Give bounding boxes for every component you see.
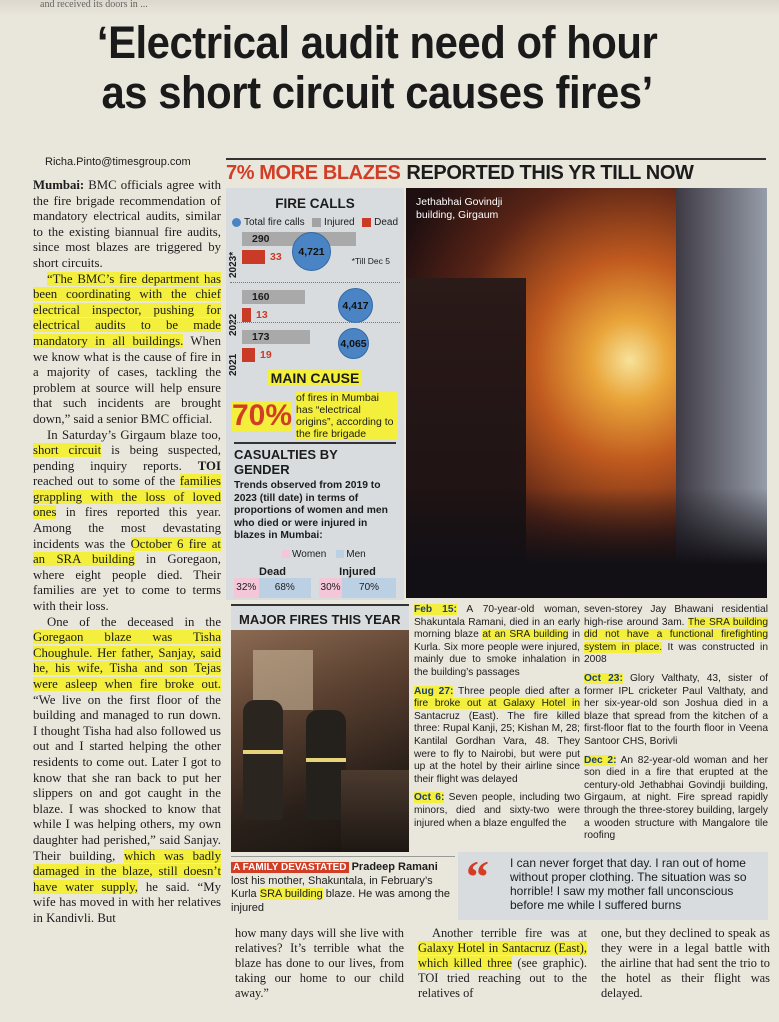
fire-calls-title: FIRE CALLS [275, 196, 355, 211]
casualties-box [226, 442, 404, 598]
firefighter-figure [306, 710, 346, 820]
legend-dead [362, 217, 398, 228]
fire-entry-oct6 [414, 792, 580, 830]
date-label: Feb 15: [414, 604, 457, 615]
reflective-stripe [306, 758, 346, 762]
crowd-shadow [406, 488, 767, 598]
divider [230, 322, 400, 323]
fire-entry-dec2 [584, 755, 768, 843]
text-run: in fires reported this year. Among the most devastating incidents was the [33, 505, 221, 551]
text-run: It was constructed in 2008 [584, 641, 768, 666]
highlight: at an SRA building [482, 629, 569, 641]
major-fires-col-2 [584, 604, 768, 849]
dead-bar [242, 250, 282, 264]
square-icon [312, 218, 321, 227]
casualties-legend [282, 549, 396, 560]
casualties-title: CASUALTIES BY GENDER [234, 442, 396, 477]
previous-article-strip: and received its doors in ... [0, 0, 779, 16]
injured-block [319, 566, 396, 598]
text-run: A 70-year-old woman, Shakuntala Ramani, died in an early morning blaze [414, 604, 580, 641]
year-label: 2021 [228, 353, 239, 376]
text-run: (see graphic). TOI tried reaching out to the relatives of [418, 956, 587, 1000]
legend-men-label: Men [346, 548, 366, 560]
injured-men-segment: 70% [342, 578, 396, 598]
quote-text: I can never forget that day. I ran out of home without proper clothing. The situation was so horrible! I saw my mother fall unconscious before me while I suffered burns [510, 856, 747, 912]
text-run: Seven people, including two minors, died and sixty-two were injured when a blaze engulfed the [414, 792, 580, 829]
highlight-goregaon: Goregaon blaze was Tisha Choughule. Her father, Sanjay, said he, his wife, Tisha and son Tejas were asleep when fire broke out. [33, 630, 221, 691]
dead-women-segment: 32% [234, 578, 259, 598]
injured-bar: 160 [242, 290, 305, 304]
headline-line-2: as short circuit causes fires’ [101, 67, 653, 118]
total-calls-circle: 4,417 [338, 288, 373, 323]
debris [341, 770, 409, 852]
main-cause-text: of fires in Mumbai has “electrical origins”, according to the fire brigade [296, 392, 398, 440]
text-run: lost his mother, Shakuntala, in February’s Kurla [231, 874, 433, 900]
byline: Richa.Pinto@timesgroup.com [45, 156, 191, 168]
headline [40, 18, 714, 118]
text-run: Another terrible fire was at [432, 926, 587, 940]
fire-entry-oct23 [584, 673, 768, 749]
date-label: Dec 2: [584, 754, 617, 766]
text-run: blaze. He was among the injured [231, 888, 450, 914]
family-tag: A FAMILY DEVASTATED [233, 862, 347, 873]
text-run: “We live on the first floor of the building and managed to run down. I thought Tisha had also followed us out and I started helping the other residents to come out. Later I got to know that she ran back to put her slippers on and got caught in the blaze. I was shocked to know that while I was helping others, my own daughter had perished,” said Sanjay. Their building, [33, 692, 221, 863]
text-run: is being suspected, pending inquiry reports. [33, 443, 221, 473]
date-label: Aug 27: [414, 685, 454, 697]
injured-bar: 290 [242, 232, 356, 246]
text-run: One of the deceased in the [47, 614, 221, 629]
graphic-header-black: REPORTED THIS YR TILL NOW [406, 161, 694, 184]
year-label: 2022 [228, 313, 239, 336]
paragraph-4 [33, 615, 221, 927]
text-run: Three people died after a [453, 685, 580, 697]
dead-block [234, 566, 311, 598]
highlight: The SRA building did not have a functional firefighting system in place. [584, 616, 769, 653]
toi-label: TOI [197, 458, 221, 473]
text-run: An 82-year-old woman and her son died in a fire that erupted at the century-old Jethabhai Govindji building, Girgaum, at night. Fire spread rapidly through the three-storey building, largely a wooden structure with Mangalore tile roofing [584, 754, 768, 842]
injured-women-segment: 30% [319, 578, 342, 598]
date-label: Oct 23: [584, 672, 623, 684]
stats-panel [226, 188, 404, 600]
main-cause-body [226, 388, 404, 444]
text-run: he said. “My wife has moved in with her relatives in Kandivli. But [33, 879, 221, 925]
highlight-water-supply: which was badly damaged in the blaze, still doesn’t have water supply, [33, 848, 221, 894]
dead-bar [242, 308, 268, 322]
casualties-bars [234, 566, 396, 598]
divider [230, 282, 400, 283]
family-name: Pradeep Ramani [348, 861, 438, 873]
family-devastated-box [231, 856, 455, 922]
text-run: In Saturday’s Girgaum blaze too, [47, 427, 221, 442]
dead-value: 13 [256, 309, 268, 321]
highlight-october-6: October 6 fire at an SRA building [33, 536, 221, 567]
dead-men-segment: 68% [259, 578, 311, 598]
total-calls-circle: 4,065 [338, 328, 369, 359]
dead-bar-fill [242, 308, 251, 322]
fire-photo-girgaum [406, 188, 767, 598]
legend-injured [312, 217, 355, 228]
legend-injured-label: Injured [324, 217, 355, 228]
text-run: seven-storey Jay Bhawani residential high-rise around 3am. [584, 604, 768, 628]
legend-dead-label: Dead [374, 217, 398, 228]
continuation-para-2 [418, 926, 587, 1001]
date-label: Oct 6: [414, 792, 445, 804]
text-run: reached out to some of the [33, 474, 180, 489]
text-run: Glory Valthaty, 43, sister of former IPL cricketer Paul Valthaty, and her six-year-old son Joshua died in a blaze that spread from the kitchen of a first-floor flat to the fourth floor in Veena Santoor CHS, Borivli [584, 672, 768, 747]
highlight-quote: “The BMC’s fire department has been coordinating with the chief electrical inspector, pushing for electrical audits to be made mandatory in all buildings. [33, 271, 221, 348]
fire-entry-aug27 [414, 686, 580, 787]
main-cause-percent: 70% [232, 399, 293, 432]
pull-quote [458, 852, 768, 920]
firefighter-figure [243, 700, 283, 820]
circle-icon [232, 218, 241, 227]
dead-value: 33 [270, 251, 282, 263]
highlight: SRA building [259, 888, 323, 900]
text-run: in Goregaon, where eight people died. Their families are yet to come to terms with their loss. [33, 552, 221, 614]
year-label: 2023* [228, 251, 239, 278]
major-fires-col-1 [414, 604, 580, 836]
injured-label: Injured [339, 565, 376, 578]
article-continuation [235, 926, 770, 1018]
paragraph-2 [33, 272, 221, 428]
year-row-2023 [226, 228, 404, 284]
paragraph-1-text: BMC officials agree with the fire brigade recommendation of mandatory electrical audits, similar to the existing biannual fire audits, since most blazes are triggered by short circuits. [33, 178, 221, 270]
total-calls-circle: 4,721 [292, 232, 331, 271]
graphic-header [226, 158, 766, 186]
firefighters-photo [231, 630, 409, 852]
square-icon [282, 550, 290, 558]
injured-bar: 173 [242, 330, 310, 344]
square-icon [362, 218, 371, 227]
legend-women [282, 549, 326, 560]
paragraph-2-text: When we know what is the cause of fire in a majority of cases, tackling the problem at source will help ensure that such incidents are brought down,” said a senior BMC official. [33, 333, 221, 426]
square-icon [336, 550, 344, 558]
photo-caption: Jethabhai Govindji building, Girgaum [416, 196, 503, 221]
fire-entry-feb15 [414, 604, 580, 680]
text-run: in Kurla. Six more people were injured, mainly due to smoke inhalation in the building’s passages [414, 629, 581, 678]
highlight-short-circuit: short circuit [33, 443, 102, 458]
fire-entry-oct6-cont [584, 604, 768, 667]
dateline: Mumbai: [33, 178, 85, 192]
quote-icon: “ [466, 851, 489, 902]
highlight-galaxy-hotel: Galaxy Hotel in Santacruz (East), which killed three [418, 941, 587, 970]
injured-split-bar [319, 578, 396, 598]
continuation-para-1: how many days will she live with relatives? It’s terrible what the blaze has done to our lives, from taking our home to our child away.” [235, 926, 404, 1000]
continuation-para-3: one, but they declined to speak as they were in a legal battle with the airline that had sent the trio to the hotel as their flight was delayed. [601, 926, 770, 1000]
text-run: Santacruz (East). The fire killed three: Rupal Kanji, 25; Kishan M, 28; Kantilal Gordhan Vara, 48. They were to fly to Nairobi, but were put up at the hotel by their airline since their flight was delayed [414, 710, 580, 785]
legend-women-label: Women [292, 548, 327, 560]
dead-split-bar [234, 578, 311, 598]
headline-line-1: ‘Electrical audit need of hour [96, 17, 658, 68]
highlight: fire broke out at Galaxy Hotel in [414, 698, 580, 710]
major-fires-title: MAJOR FIRES THIS YEAR [231, 604, 409, 630]
article-body [33, 178, 221, 1018]
legend-men [336, 549, 365, 560]
legend-total-label: Total fire calls [244, 217, 305, 228]
graphic-header-red: 7% MORE BLAZES [226, 161, 401, 184]
paragraph-3 [33, 428, 221, 615]
reflective-stripe [243, 750, 283, 754]
main-cause-title: MAIN CAUSE [268, 370, 363, 386]
dead-bar-fill [242, 348, 255, 362]
dead-bar [242, 348, 272, 362]
till-note: *Till Dec 5 [351, 256, 390, 266]
dead-label: Dead [259, 565, 286, 578]
legend-total [232, 217, 305, 228]
main-cause-box [226, 370, 404, 444]
casualties-description: Trends observed from 2019 to 2023 (till date) in terms of proportions of women and men who died or were injured in blazes in Mumbai: [234, 480, 388, 541]
dead-bar-fill [242, 250, 265, 264]
paragraph-1 [33, 178, 221, 272]
dead-value: 19 [260, 349, 272, 361]
highlight-families: families grappling with the loss of loved ones [33, 474, 221, 520]
